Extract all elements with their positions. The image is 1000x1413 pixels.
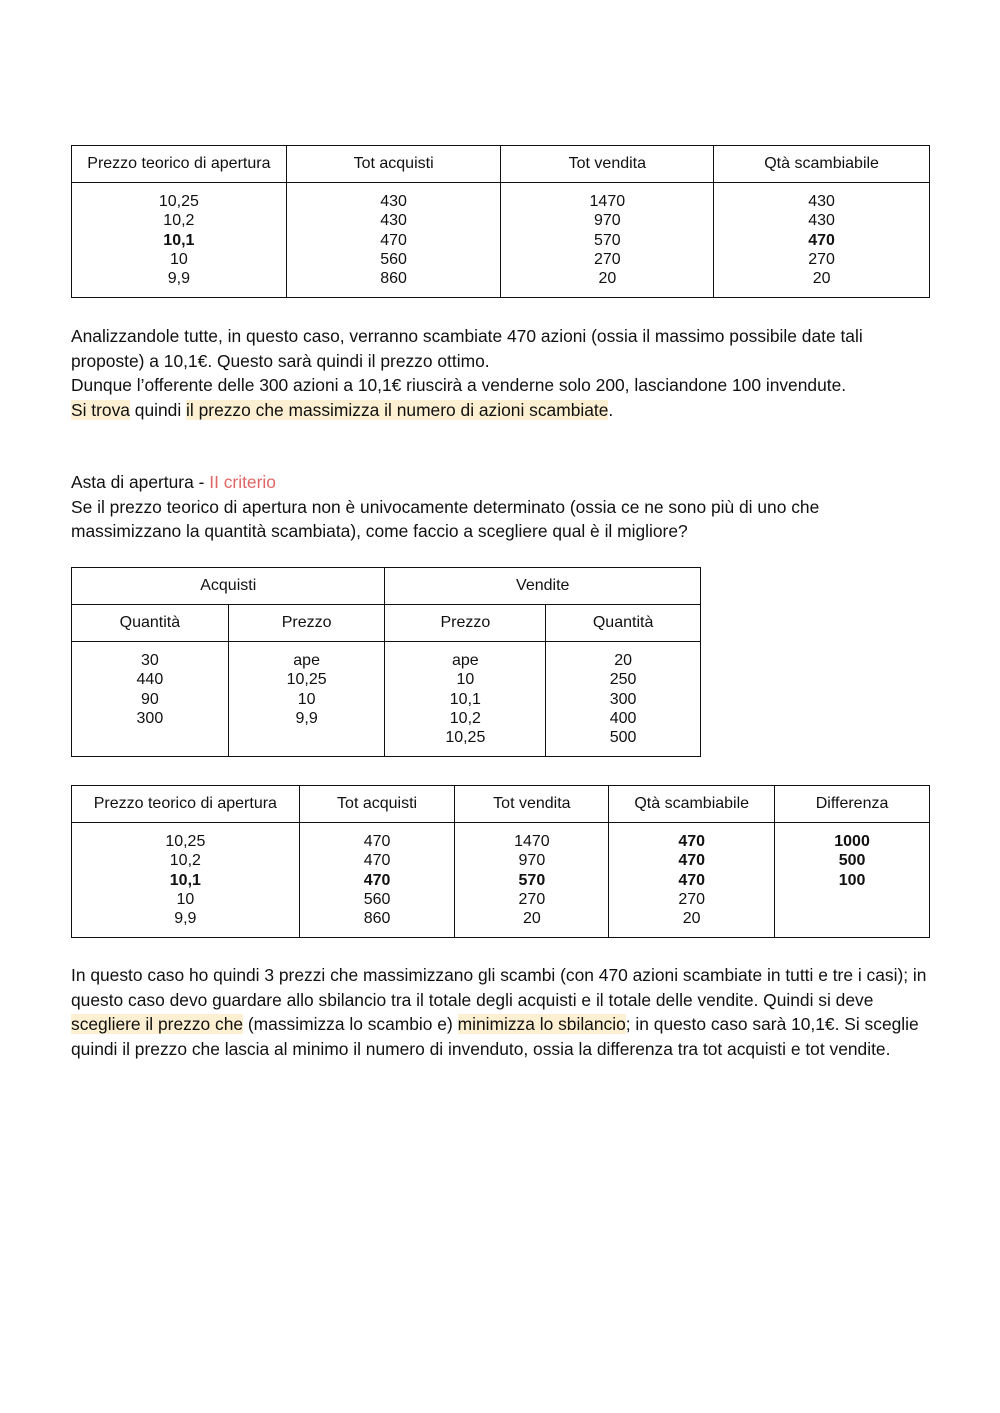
col-tot-vendita [501,183,714,298]
cell-value: 440 [136,671,164,689]
cell-value: 500 [609,729,637,747]
header-tot-acquisti: Tot acquisti [286,146,501,183]
cell-value: 470 [363,833,391,850]
cell-value: 300 [136,709,164,727]
cell-value: 10,1 [169,871,201,889]
col-tot-acquisti [299,823,455,938]
col-quantita-acquisti [72,642,229,757]
cell-value: 10 [169,250,188,268]
header-prezzo-acquisti: Prezzo [228,605,385,642]
header-differenza: Differenza [775,786,930,823]
cell-value: 30 [140,652,159,669]
cell-value: 270 [808,250,835,268]
cell-value: 970 [518,852,546,870]
section-title-prefix: Asta di apertura - [71,472,210,492]
cell-value: 9,9 [167,270,190,288]
cell-value: 470 [678,833,706,850]
group-header-vendite: Vendite [385,568,701,605]
text-span: ; in questo caso sarà 10,1€. Si sceglie quindi il prezzo che lascia al minimo il numero di invenduto, ossia la differenza tra tot acquisti e tot vendite. [71,1014,919,1059]
cell-value: 10,25 [286,671,327,689]
text-span: . [608,399,614,420]
header-tot-acquisti: Tot acquisti [299,786,455,823]
cell-value: 560 [380,250,407,268]
col-differenza [775,823,930,938]
section-criterio-2 [71,470,931,544]
cell-value: 250 [609,671,637,689]
cell-value: 270 [678,890,706,908]
cell-value: 470 [380,231,407,249]
cell-value: 270 [518,890,546,908]
cell-value: 470 [363,871,391,889]
cell-value: 430 [380,193,407,210]
paragraph-line: Analizzandole tutte, in questo caso, verranno scambiate 470 azioni (ossia il massimo possibile date tali proposte) a 10,1€. Questo sarà quindi il prezzo ottimo. [71,326,863,371]
cell-value: 10,2 [449,709,481,727]
cell-value: 9,9 [295,709,318,727]
cell-value: 20 [614,652,632,669]
header-prezzo-teorico: Prezzo teorico di apertura [72,786,300,823]
col-prezzo-teorico [72,183,287,298]
cell-value: 10,2 [163,212,195,230]
col-qta-scambiabile [609,823,775,938]
cell-value: 860 [363,910,391,928]
cell-value: 300 [609,690,637,708]
cell-value: 20 [682,910,701,928]
col-qta-scambiabile [714,183,930,298]
group-header-acquisti: Acquisti [72,568,385,605]
cell-value: 10,25 [165,833,206,850]
cell-value: 570 [593,231,621,249]
highlight: il prezzo che massimizza il numero di azioni scambiate [186,399,609,420]
section-text: Se il prezzo teorico di apertura non è univocamente determinato (ossia ce ne sono più di uno che massimizzano la quantità scambiata), come faccio a scegliere qual è il migliore? [71,496,820,541]
opening-price-table-1 [71,145,930,298]
cell-value: 10 [176,890,195,908]
paragraph-line: Dunque l’offerente delle 300 azioni a 10,1€ riuscirà a venderne solo 200, lasciandone 100 invendute. [71,375,847,395]
cell-value: 90 [140,690,159,708]
cell-value: 500 [838,852,866,870]
cell-value: 10,25 [445,729,486,747]
cell-value: 100 [838,871,866,889]
col-quantita-vendite [546,642,701,757]
cell-value: 470 [678,852,706,870]
cell-value: ape [451,652,479,669]
cell-value: ape [293,652,320,669]
header-tot-vendita: Tot vendita [501,146,714,183]
cell-value: 430 [808,193,835,210]
col-prezzo-teorico [72,823,300,938]
cell-value: 470 [678,871,706,889]
col-tot-acquisti [286,183,501,298]
highlight: Si trova [71,399,130,420]
header-qta-scambiabile: Qtà scambiabile [609,786,775,823]
text-span: (massimizza lo scambio e) [243,1014,458,1034]
opening-price-table-2 [71,785,930,938]
cell-value: 860 [380,270,407,288]
cell-value: 1470 [514,833,550,850]
cell-value: 20 [812,270,831,288]
cell-value: 20 [598,270,617,288]
cell-value: 10,1 [449,690,481,708]
cell-value: 430 [808,212,835,230]
cell-value: 1470 [589,193,626,210]
cell-value: 10 [456,671,475,689]
cell-value: 10,1 [163,231,195,249]
paragraph-text [71,963,931,1061]
cell-value: 10 [297,690,316,708]
cell-value: 570 [518,871,546,889]
cell-value: 430 [380,212,407,230]
text-span: quindi [129,399,187,420]
header-prezzo-teorico: Prezzo teorico di apertura [72,146,287,183]
header-qta-scambiabile: Qtà scambiabile [714,146,930,183]
header-prezzo-vendite: Prezzo [385,605,546,642]
cell-value: 400 [609,709,637,727]
analysis-paragraph [71,324,931,422]
col-tot-vendita [455,823,609,938]
col-prezzo-vendite [385,642,546,757]
section-title-accent: II criterio [209,472,276,492]
header-quantita-acquisti: Quantità [72,605,229,642]
col-prezzo-acquisti [228,642,385,757]
cell-value: 270 [593,250,621,268]
highlight: scegliere il prezzo che [71,1014,244,1034]
cell-value: 970 [593,212,621,230]
cell-value: 470 [363,852,391,870]
paragraph-line [71,398,931,423]
header-quantita-vendite: Quantità [546,605,701,642]
cell-value: 560 [363,890,391,908]
cell-value: 1000 [834,833,870,850]
order-book-table [71,567,701,757]
text-span: In questo caso ho quindi 3 prezzi che massimizzano gli scambi (con 470 azioni scambiate in tutti e tre i casi); in questo caso devo guardare allo sbilancio tra il totale degli acquisti e il totale delle vendite. Quindi si deve [71,965,927,1010]
header-tot-vendita: Tot vendita [455,786,609,823]
cell-value: 20 [522,910,541,928]
cell-value: 10,25 [158,193,199,210]
cell-value: 10,2 [169,852,201,870]
cell-value: 9,9 [174,910,197,928]
cell-value: 470 [808,231,835,249]
highlight: minimizza lo sbilancio [457,1014,626,1034]
conclusion-paragraph [71,963,931,1061]
section-title [71,470,931,495]
